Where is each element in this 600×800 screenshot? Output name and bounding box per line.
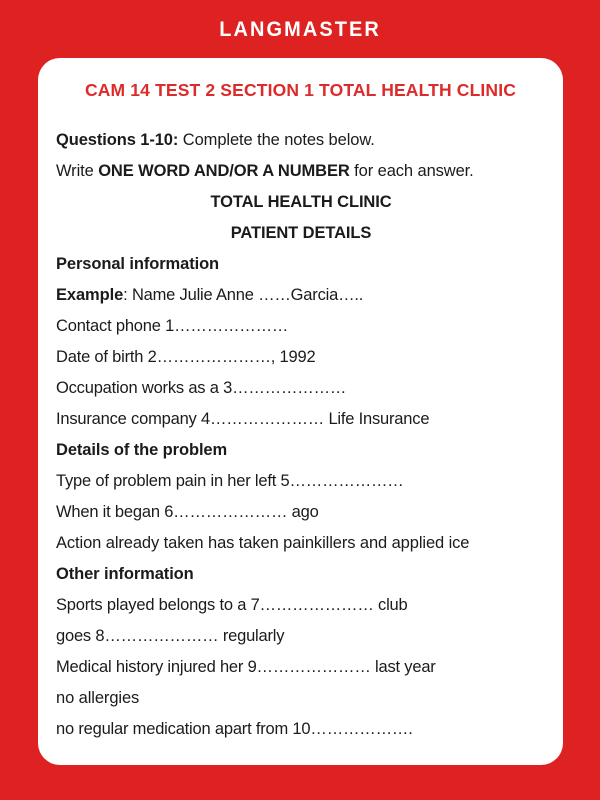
note-sports-played: Sports played belongs to a 7………………… club	[56, 596, 408, 614]
instruction-write-emphasis: ONE WORD AND/OR A NUMBER	[98, 162, 350, 180]
note-no-regular-medication: no regular medication apart from 10……………….	[56, 720, 413, 738]
section-heading-personal-information: Personal information	[56, 255, 220, 273]
instruction-questions-text: Complete the notes below.	[178, 131, 375, 149]
notes-body	[46, 125, 555, 745]
brand-header	[0, 0, 600, 58]
page-title: CAM 14 TEST 2 SECTION 1 TOTAL HEALTH CLINIC	[84, 80, 517, 100]
note-action-already-taken: Action already taken has taken painkillers and applied ice	[56, 534, 470, 552]
instruction-write-prefix: Write	[56, 162, 99, 180]
instruction-write-line	[47, 156, 555, 187]
instruction-questions-label: Questions 1-10:	[56, 131, 179, 149]
note-insurance-company: Insurance company 4………………… Life Insurance	[56, 410, 430, 428]
note-medical-history: Medical history injured her 9………………… last year	[56, 658, 436, 676]
heading-patient-details: PATIENT DETAILS	[230, 224, 372, 242]
note-occupation: Occupation works as a 3…………………	[56, 379, 347, 397]
instruction-questions-line	[47, 125, 555, 156]
note-type-of-problem: Type of problem pain in her left 5…………………	[56, 472, 404, 490]
note-example	[47, 280, 555, 311]
note-date-of-birth: Date of birth 2…………………, 1992	[56, 348, 316, 366]
note-contact-phone: Contact phone 1…………………	[56, 317, 289, 335]
note-when-it-began: When it began 6………………… ago	[56, 503, 319, 521]
section-heading-other-information: Other information	[56, 565, 194, 583]
lesson-card	[38, 58, 563, 765]
note-no-allergies: no allergies	[56, 689, 140, 707]
instruction-write-suffix: for each answer.	[349, 162, 474, 180]
section-heading-details-of-the-problem: Details of the problem	[56, 441, 228, 459]
langmaster-logo: LANGMASTER	[219, 17, 381, 41]
example-value: : Name Julie Anne ……Garcia…..	[123, 286, 364, 304]
example-label: Example	[56, 286, 124, 304]
heading-total-health-clinic: TOTAL HEALTH CLINIC	[210, 193, 392, 211]
note-goes-regularly: goes 8………………… regularly	[56, 627, 285, 645]
